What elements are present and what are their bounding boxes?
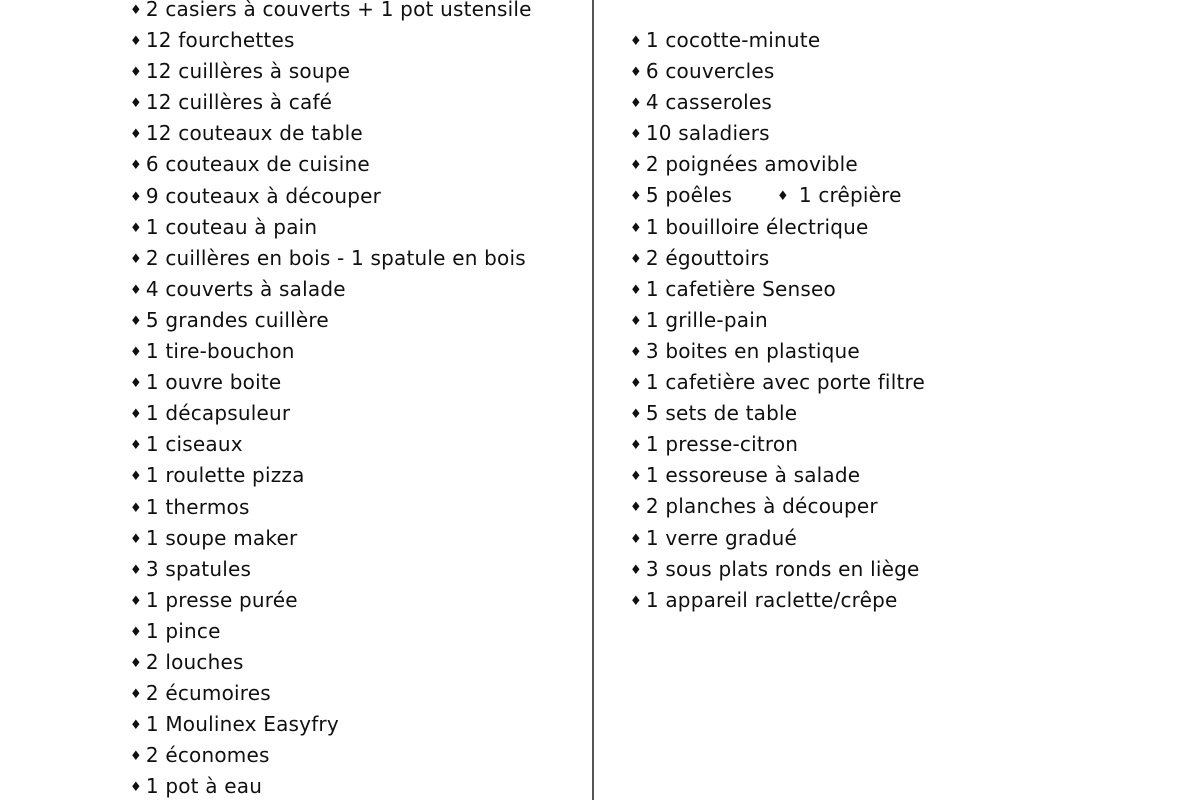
item-text: 2 écumoires: [145, 681, 271, 706]
diamond-bullet-icon: ♦: [130, 687, 142, 703]
diamond-bullet-icon: ♦: [130, 531, 142, 547]
item-text: 6 couteaux de cuisine: [145, 152, 370, 177]
diamond-bullet-icon: ♦: [630, 344, 642, 360]
diamond-bullet-icon: ♦: [630, 531, 642, 547]
diamond-bullet-icon: ♦: [630, 34, 642, 49]
diamond-bullet-icon: ♦: [630, 562, 642, 578]
list-item: [130, 274, 532, 305]
diamond-bullet-icon: ♦: [130, 189, 142, 205]
diamond-bullet-icon: ♦: [130, 158, 142, 174]
item-text: 12 fourchettes: [145, 28, 295, 53]
list-item: [130, 25, 532, 56]
item-text: 1 presse purée: [145, 587, 298, 612]
list-item: [630, 305, 925, 336]
item-text: 5 sets de table: [645, 401, 798, 426]
list-item: [630, 429, 925, 460]
diamond-bullet-icon: ♦: [130, 3, 142, 18]
list-item: [130, 243, 532, 274]
diamond-bullet-icon: ♦: [130, 438, 142, 454]
list-item: [130, 87, 532, 118]
list-item: [130, 647, 532, 678]
diamond-bullet-icon: ♦: [130, 469, 142, 485]
item-text: 5 grandes cuillère: [145, 307, 329, 332]
item-text: 3 sous plats ronds en liège: [645, 556, 920, 581]
item-text: 12 cuillères à soupe: [145, 59, 351, 84]
item-text: 1 pot à eau: [145, 774, 263, 799]
diamond-bullet-icon: ♦: [130, 500, 142, 516]
diamond-bullet-icon: ♦: [130, 593, 142, 609]
list-item: [130, 181, 532, 212]
diamond-bullet-icon: ♦: [777, 189, 789, 205]
list-item: [130, 771, 532, 800]
inventory-column-left: [130, 0, 532, 800]
item-text: 1 décapsuleur: [145, 401, 291, 426]
list-item: [630, 149, 925, 180]
item-text: 1 roulette pizza: [145, 463, 305, 488]
item-text: 12 cuillères à café: [145, 90, 333, 115]
diamond-bullet-icon: ♦: [630, 251, 642, 267]
item-text: 2 planches à découper: [645, 494, 878, 519]
diamond-bullet-icon: ♦: [130, 127, 142, 143]
list-item: [630, 274, 925, 305]
item-text: 1 bouilloire électrique: [645, 214, 869, 239]
diamond-bullet-icon: ♦: [630, 127, 642, 143]
list-item: [630, 460, 925, 491]
list-item: [630, 243, 925, 274]
item-text: 3 boites en plastique: [645, 338, 860, 363]
item-text: 1 thermos: [145, 494, 250, 519]
list-item: [130, 678, 532, 709]
diamond-bullet-icon: ♦: [130, 718, 142, 734]
diamond-bullet-icon: ♦: [630, 158, 642, 174]
item-text: 1 cafetière Senseo: [645, 276, 836, 301]
diamond-bullet-icon: ♦: [130, 407, 142, 423]
diamond-bullet-icon: ♦: [630, 376, 642, 392]
diamond-bullet-icon: ♦: [130, 251, 142, 267]
item-text: 1 essoreuse à salade: [645, 463, 861, 488]
item-text: 2 égouttoirs: [645, 245, 770, 270]
list-item: [130, 460, 532, 491]
diamond-bullet-icon: ♦: [630, 438, 642, 454]
diamond-bullet-icon: ♦: [130, 655, 142, 671]
list-item: [130, 740, 532, 771]
item-text: 5 poêles: [645, 183, 733, 208]
item-text: 1 soupe maker: [145, 525, 298, 550]
list-item: [630, 118, 925, 149]
item-text: 12 couteaux de table: [145, 121, 363, 146]
item-text: 2 poignées amovible: [645, 152, 858, 177]
item-text: 2 cuillères en bois - 1 spatule en bois: [145, 245, 526, 270]
item-text: 9 couteaux à découper: [145, 183, 382, 208]
list-item: [130, 118, 532, 149]
list-item: [630, 585, 925, 616]
list-item: [130, 336, 532, 367]
list-item: [130, 492, 532, 523]
item-text: 1 grille-pain: [645, 307, 768, 332]
item-text: 2 casiers à couverts + 1 pot ustensile: [145, 0, 532, 21]
list-item: [130, 367, 532, 398]
item-text: 1 verre gradué: [645, 525, 798, 550]
diamond-bullet-icon: ♦: [130, 562, 142, 578]
diamond-bullet-icon: ♦: [630, 220, 642, 236]
list-item: [130, 554, 532, 585]
diamond-bullet-icon: ♦: [130, 282, 142, 298]
item-text: 1 pince: [145, 618, 221, 643]
item-text: 2 économes: [145, 743, 270, 768]
item-text: 1 ciseaux: [145, 432, 243, 457]
item-text: 4 couverts à salade: [145, 276, 346, 301]
diamond-bullet-icon: ♦: [630, 65, 642, 81]
item-text: 6 couvercles: [645, 59, 775, 84]
list-item: [630, 336, 925, 367]
diamond-bullet-icon: ♦: [630, 282, 642, 298]
diamond-bullet-icon: ♦: [130, 780, 142, 796]
list-item: [130, 523, 532, 554]
list-item: [630, 554, 925, 585]
column-divider-line: [592, 0, 594, 800]
item-text: 1 cafetière avec porte filtre: [645, 370, 925, 395]
list-item: [630, 87, 925, 118]
inline-extra-item: [777, 180, 902, 214]
item-text: 1 couteau à pain: [145, 214, 318, 239]
item-text: 2 louches: [145, 649, 244, 674]
list-item: [630, 398, 925, 429]
diamond-bullet-icon: ♦: [630, 469, 642, 485]
diamond-bullet-icon: ♦: [130, 624, 142, 640]
item-text: 1 crêpière: [798, 183, 902, 208]
diamond-bullet-icon: ♦: [130, 220, 142, 236]
list-item: [630, 56, 925, 87]
list-item: [130, 56, 532, 87]
item-text: 1 ouvre boite: [145, 370, 282, 395]
diamond-bullet-icon: ♦: [130, 376, 142, 392]
list-item: [130, 149, 532, 180]
item-text: 10 saladiers: [645, 121, 770, 146]
item-text: 1 tire-bouchon: [145, 339, 295, 364]
inventory-column-right: [630, 25, 925, 616]
item-text: 3 spatules: [145, 556, 252, 581]
list-item: [630, 367, 925, 398]
diamond-bullet-icon: ♦: [130, 749, 142, 765]
item-text: 1 presse-citron: [645, 432, 799, 457]
list-item: [130, 0, 532, 25]
item-text: 4 casseroles: [645, 90, 773, 115]
diamond-bullet-icon: ♦: [630, 189, 642, 205]
diamond-bullet-icon: ♦: [630, 593, 642, 609]
list-item: [630, 180, 925, 211]
list-item: [130, 212, 532, 243]
list-item: [630, 491, 925, 522]
diamond-bullet-icon: ♦: [630, 96, 642, 112]
item-text: 1 cocotte-minute: [645, 28, 821, 52]
list-item: [630, 212, 925, 243]
diamond-bullet-icon: ♦: [130, 345, 142, 361]
list-item: [130, 585, 532, 616]
diamond-bullet-icon: ♦: [130, 34, 142, 50]
diamond-bullet-icon: ♦: [130, 313, 142, 329]
diamond-bullet-icon: ♦: [130, 96, 142, 112]
item-text: 1 Moulinex Easyfry: [145, 712, 339, 737]
list-item: [630, 523, 925, 554]
diamond-bullet-icon: ♦: [130, 65, 142, 81]
diamond-bullet-icon: ♦: [630, 313, 642, 329]
list-item: [130, 616, 532, 647]
list-item: [130, 429, 532, 460]
list-item: [130, 305, 532, 336]
list-item: [130, 709, 532, 740]
item-text: 1 appareil raclette/crêpe: [645, 587, 898, 612]
diamond-bullet-icon: ♦: [630, 500, 642, 516]
diamond-bullet-icon: ♦: [630, 407, 642, 423]
list-item: [130, 398, 532, 429]
list-item: [630, 25, 925, 56]
